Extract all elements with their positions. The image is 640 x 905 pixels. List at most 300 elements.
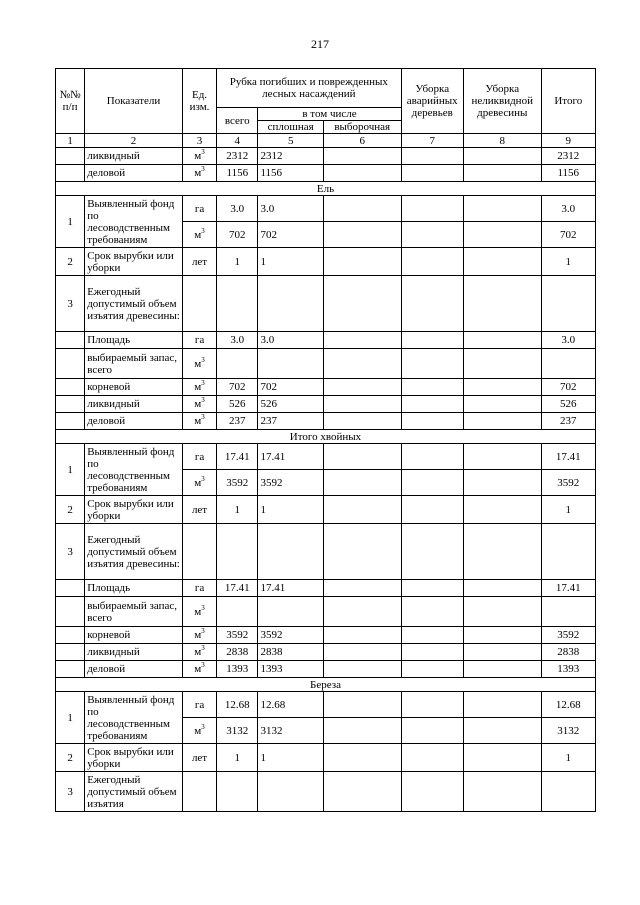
cell-text: 17.41 (260, 450, 286, 463)
unit-superscript: 3 (201, 474, 205, 483)
col-9-value (541, 165, 595, 182)
cell-text: м (194, 167, 202, 179)
header-illiquid: Уборка неликвидной древесины (463, 69, 541, 134)
row-unit (182, 396, 216, 413)
empty-cell (182, 524, 216, 580)
header-unit: Ед. изм. (182, 69, 216, 134)
col-5-value (258, 413, 323, 430)
section-title (56, 430, 596, 444)
cell-text: 17.41 (260, 582, 286, 594)
col-8-value (463, 470, 541, 496)
cell-text: 526 (260, 398, 277, 410)
col-6-value (323, 379, 401, 396)
cell-text: 702 (229, 381, 246, 393)
col-6-value (323, 627, 401, 644)
col-5-value (258, 580, 323, 597)
col-4-value (217, 396, 258, 413)
cell-text: 1156 (557, 167, 580, 179)
cell-text: 1156 (260, 167, 283, 179)
row-unit (182, 692, 216, 718)
col-8-value (463, 744, 541, 772)
col-9-value (541, 744, 595, 772)
col-6-value (323, 444, 401, 470)
col-5-value (258, 379, 323, 396)
row-unit (182, 580, 216, 597)
cell-text: 3592 (226, 476, 249, 489)
table-row (56, 349, 596, 379)
cell-text: 5 (287, 134, 294, 147)
cell-text: 2312 (226, 150, 249, 162)
cell-text: 702 (560, 228, 577, 241)
col-5-value (258, 692, 323, 718)
row-unit (182, 597, 216, 627)
cell-text: 1 (565, 751, 572, 764)
unit-superscript: 3 (201, 226, 205, 235)
col-4-value (217, 661, 258, 678)
cell-text: 8 (499, 134, 505, 147)
col-7-value (401, 496, 463, 524)
cell-text: 6 (359, 134, 365, 147)
row-unit (182, 444, 216, 470)
col-4-value (217, 165, 258, 182)
col-8-value (463, 148, 541, 165)
row-num: 3 (56, 524, 85, 580)
row-unit (182, 718, 216, 744)
cell-text: 3.0 (561, 202, 576, 215)
cell-text: Площадь (87, 582, 131, 594)
cell-text: 1 (67, 134, 73, 147)
table-row (56, 413, 596, 430)
cell-text: 3.0 (561, 334, 576, 346)
unit-superscript: 3 (201, 165, 205, 173)
col-9-value (541, 692, 595, 718)
row-label (85, 349, 183, 379)
cell-text: лет (191, 503, 208, 516)
empty-cell (182, 276, 216, 332)
col-4-value (217, 332, 258, 349)
row-unit (182, 413, 216, 430)
row-label (85, 276, 183, 332)
row-label (85, 248, 183, 276)
cell-text: м (194, 398, 202, 410)
cell-text: 1 (234, 751, 241, 764)
column-index (463, 134, 541, 148)
col-5-value (258, 444, 323, 470)
col-9-value (541, 496, 595, 524)
row-label (85, 196, 183, 248)
col-7-value (401, 379, 463, 396)
row-unit (182, 332, 216, 349)
empty-cell (401, 772, 463, 812)
col-6-value (323, 196, 401, 222)
col-8-value (463, 379, 541, 396)
unit-superscript: 3 (201, 722, 205, 731)
cell-text: 3.0 (230, 334, 245, 346)
cell-text: 237 (229, 415, 246, 427)
cell-text: корневой (87, 629, 131, 641)
col-9-value (541, 597, 595, 627)
col-6-value (323, 470, 401, 496)
col-4-value (217, 349, 258, 379)
col-9-value (541, 444, 595, 470)
row-label (85, 644, 183, 661)
row-num: 2 (56, 744, 85, 772)
cell-text: 702 (260, 228, 277, 241)
column-index (85, 134, 183, 148)
row-num (56, 379, 85, 396)
col-9-value (541, 349, 595, 379)
empty-cell (217, 524, 258, 580)
row-num (56, 597, 85, 627)
cell-text: Береза (310, 678, 341, 691)
header-group: Рубка погибших и поврежденных лесных насаждений (217, 69, 401, 108)
empty-cell (541, 276, 595, 332)
column-index (258, 134, 323, 148)
cell-text: м (194, 150, 202, 162)
col-5-value (258, 396, 323, 413)
col-4-value (217, 248, 258, 276)
col-5-value (258, 744, 323, 772)
empty-cell (258, 276, 323, 332)
cell-text: 2838 (260, 646, 283, 658)
row-unit (182, 148, 216, 165)
col-5-value (258, 196, 323, 222)
col-6-value (323, 496, 401, 524)
col-7-value (401, 148, 463, 165)
cell-text: 1393 (260, 663, 283, 675)
cell-text: га (194, 202, 205, 215)
cell-text: 237 (560, 415, 577, 427)
cell-text: м (194, 228, 202, 241)
col-6-value (323, 222, 401, 248)
col-7-value (401, 349, 463, 379)
col-6-value (323, 597, 401, 627)
table-row (56, 692, 596, 718)
cell-text: м (194, 724, 202, 737)
row-label (85, 148, 183, 165)
col-8-value (463, 597, 541, 627)
cell-text: 2 (130, 134, 137, 147)
cell-text: 702 (260, 381, 277, 393)
row-label (85, 627, 183, 644)
col-7-value (401, 718, 463, 744)
section-title (56, 678, 596, 692)
cell-text: Площадь (87, 334, 131, 346)
col-5-value (258, 661, 323, 678)
col-7-value (401, 644, 463, 661)
cell-text: 3.0 (260, 202, 275, 215)
table-row (56, 772, 596, 812)
cell-text: Ежегодный допустимый объем изъятия древесины: (87, 533, 180, 570)
cell-text: ликвидный (87, 398, 140, 410)
table-row (56, 496, 596, 524)
col-5-value (258, 627, 323, 644)
col-4-value (217, 580, 258, 597)
cell-text: 237 (260, 415, 277, 427)
col-7-value (401, 332, 463, 349)
unit-superscript: 3 (201, 661, 205, 669)
empty-cell (463, 772, 541, 812)
cell-text: м (194, 629, 202, 641)
col-4-value (217, 644, 258, 661)
cell-text: 3.0 (230, 202, 245, 215)
cell-text: 526 (560, 398, 577, 410)
col-5-value (258, 644, 323, 661)
col-9-value (541, 470, 595, 496)
unit-superscript: 3 (201, 413, 205, 421)
cell-text: 702 (560, 381, 577, 393)
row-num (56, 627, 85, 644)
col-6-value (323, 644, 401, 661)
col-6-value (323, 349, 401, 379)
cell-text: 12.68 (555, 698, 581, 711)
col-5-value (258, 165, 323, 182)
cell-text: м (194, 381, 202, 393)
table-row (56, 248, 596, 276)
column-index (541, 134, 595, 148)
row-num (56, 349, 85, 379)
col-9-value (541, 148, 595, 165)
col-5-value (258, 332, 323, 349)
col-6-value (323, 661, 401, 678)
unit-superscript: 3 (201, 396, 205, 404)
cell-text: Ежегодный допустимый объем изъятия древесины: (87, 285, 180, 322)
row-unit (182, 496, 216, 524)
col-7-value (401, 470, 463, 496)
col-7-value (401, 413, 463, 430)
cell-text: 3592 (260, 629, 283, 641)
cell-text: Итого хвойных (289, 430, 362, 443)
col-9-value (541, 718, 595, 744)
table-row (56, 644, 596, 661)
col-8-value (463, 396, 541, 413)
col-7-value (401, 627, 463, 644)
row-num: 3 (56, 772, 85, 812)
cell-text: Выявленный фонд по лесоводственным требованиям (87, 445, 175, 494)
col-9-value (541, 580, 595, 597)
col-9-value (541, 413, 595, 430)
col-9-value (541, 196, 595, 222)
empty-cell (463, 276, 541, 332)
empty-cell (323, 276, 401, 332)
cell-text: га (194, 450, 205, 463)
row-unit (182, 744, 216, 772)
cell-text: 3592 (557, 629, 580, 641)
cell-text: лет (191, 751, 208, 764)
col-7-value (401, 165, 463, 182)
cell-text: 3592 (260, 476, 283, 489)
table-row (56, 627, 596, 644)
col-8-value (463, 644, 541, 661)
col-7-value (401, 580, 463, 597)
table-row (56, 196, 596, 222)
row-label (85, 165, 183, 182)
empty-cell (463, 524, 541, 580)
row-unit (182, 644, 216, 661)
col-8-value (463, 349, 541, 379)
col-4-value (217, 692, 258, 718)
column-index (323, 134, 401, 148)
cell-text: 17.41 (224, 450, 250, 463)
col-4-value (217, 222, 258, 248)
col-9-value (541, 644, 595, 661)
col-7-value (401, 597, 463, 627)
cell-text: 2838 (226, 646, 249, 658)
col-6-value (323, 148, 401, 165)
cell-text: 1 (260, 503, 266, 516)
cell-text: выбираемый запас, всего (87, 351, 178, 376)
col-9-value (541, 379, 595, 396)
cell-text: Срок вырубки или уборки (87, 249, 174, 274)
row-num (56, 148, 85, 165)
col-6-value (323, 718, 401, 744)
empty-cell (401, 524, 463, 580)
section-title-row (56, 182, 596, 196)
col-8-value (463, 580, 541, 597)
col-6-value (323, 692, 401, 718)
row-label (85, 580, 183, 597)
col-6-value (323, 248, 401, 276)
section-title (56, 182, 596, 196)
col-5-value (258, 470, 323, 496)
cell-text: 2312 (557, 150, 580, 162)
col-4-value (217, 148, 258, 165)
cell-text: 2312 (260, 150, 283, 162)
col-8-value (463, 165, 541, 182)
col-8-value (463, 627, 541, 644)
header-selective: выборочная (323, 121, 401, 134)
col-7-value (401, 248, 463, 276)
empty-cell (401, 276, 463, 332)
cell-text: деловой (87, 663, 126, 675)
row-unit (182, 349, 216, 379)
empty-cell (217, 772, 258, 812)
col-4-value (217, 379, 258, 396)
cell-text: 9 (565, 134, 572, 147)
table-row (56, 744, 596, 772)
col-9-value (541, 396, 595, 413)
cell-text: Выявленный фонд по лесоводственным требованиям (87, 693, 175, 742)
column-index (217, 134, 258, 148)
cell-text: Ежегодный допустимый объем изъятия (87, 773, 177, 810)
row-label (85, 444, 183, 496)
col-9-value (541, 248, 595, 276)
col-7-value (401, 661, 463, 678)
row-num (56, 332, 85, 349)
col-4-value (217, 718, 258, 744)
col-8-value (463, 222, 541, 248)
page-number: 217 (311, 37, 329, 51)
cell-text: 7 (429, 134, 435, 147)
cell-text: 3132 (260, 724, 283, 737)
cell-text: Ель (316, 182, 335, 195)
cell-text: 1 (260, 255, 266, 268)
cell-text: 17.41 (224, 582, 250, 594)
col-7-value (401, 196, 463, 222)
cell-text: 3592 (226, 629, 249, 641)
col-8-value (463, 496, 541, 524)
row-unit (182, 222, 216, 248)
row-unit (182, 627, 216, 644)
col-7-value (401, 692, 463, 718)
table-row (56, 444, 596, 470)
cell-text: га (194, 582, 205, 594)
cell-text: корневой (87, 381, 131, 393)
row-label (85, 744, 183, 772)
cell-text: 4 (234, 134, 241, 147)
col-5-value (258, 718, 323, 744)
row-num: 2 (56, 496, 85, 524)
row-unit (182, 165, 216, 182)
unit-superscript: 3 (201, 603, 205, 612)
col-5-value (258, 597, 323, 627)
col-4-value (217, 444, 258, 470)
empty-cell (182, 772, 216, 812)
cell-text: 3 (196, 134, 203, 147)
col-8-value (463, 692, 541, 718)
cell-text: 1 (234, 255, 241, 268)
cell-text: 17.41 (555, 582, 581, 594)
empty-cell (258, 772, 323, 812)
col-9-value (541, 332, 595, 349)
unit-superscript: 3 (201, 644, 205, 652)
col-4-value (217, 470, 258, 496)
col-9-value (541, 222, 595, 248)
row-num (56, 413, 85, 430)
header-including: в том числе (258, 108, 401, 121)
table-row (56, 597, 596, 627)
table-row (56, 276, 596, 332)
table-row (56, 524, 596, 580)
row-num (56, 165, 85, 182)
cell-text: м (194, 476, 202, 489)
cell-text: 702 (229, 228, 246, 241)
forest-cutting-table (55, 68, 596, 812)
col-7-value (401, 744, 463, 772)
col-5-value (258, 248, 323, 276)
header-clear: сплошная (258, 121, 323, 134)
cell-text: м (194, 357, 202, 370)
header-indicators: Показатели (85, 69, 183, 134)
cell-text: деловой (87, 415, 126, 427)
cell-text: Выявленный фонд по лесоводственным требованиям (87, 197, 175, 246)
unit-superscript: 3 (201, 355, 205, 364)
row-label (85, 772, 183, 812)
table-row (56, 165, 596, 182)
row-unit (182, 379, 216, 396)
cell-text: га (194, 334, 205, 346)
cell-text: 2838 (557, 646, 580, 658)
cell-text: 526 (229, 398, 246, 410)
row-unit (182, 196, 216, 222)
row-unit (182, 661, 216, 678)
cell-text: 1393 (226, 663, 249, 675)
row-label (85, 496, 183, 524)
header-total-cut: всего (217, 108, 258, 134)
table-row (56, 148, 596, 165)
col-4-value (217, 597, 258, 627)
cell-text: 3592 (557, 476, 580, 489)
cell-text: выбираемый запас, всего (87, 599, 178, 624)
unit-superscript: 3 (201, 379, 205, 387)
cell-text: Срок вырубки или уборки (87, 745, 174, 770)
table-row (56, 332, 596, 349)
row-num: 1 (56, 196, 85, 248)
section-title-row (56, 430, 596, 444)
col-8-value (463, 248, 541, 276)
cell-text: 12.68 (224, 698, 250, 711)
unit-superscript: 3 (201, 148, 205, 156)
